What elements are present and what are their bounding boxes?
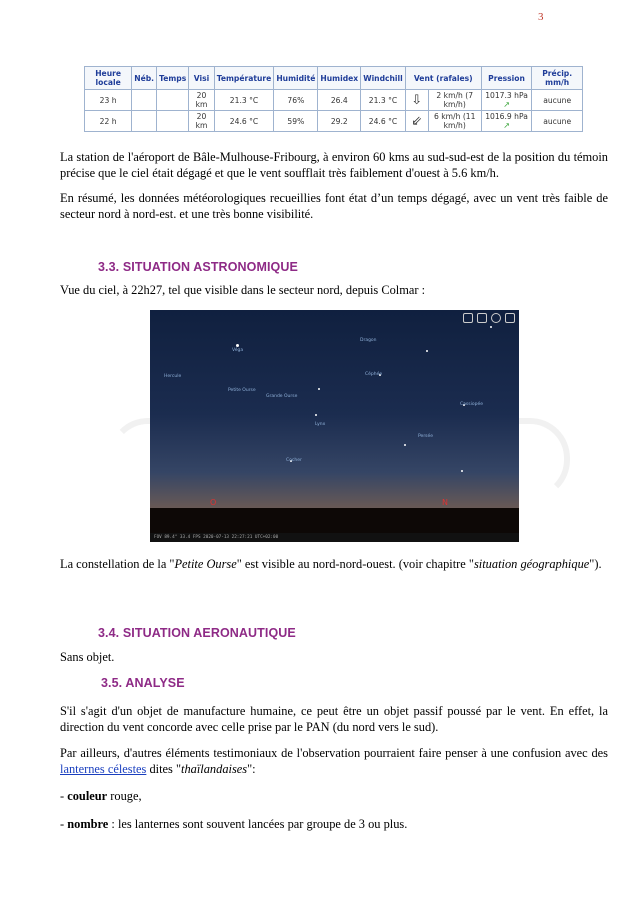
col-temperature: Température	[214, 67, 274, 90]
star	[490, 326, 492, 328]
text: ":	[247, 762, 256, 776]
list-item-nombre	[60, 816, 608, 832]
sky-label: Persée	[418, 434, 434, 439]
col-pression: Pression	[481, 67, 532, 90]
cell-visi: 20 km	[189, 90, 214, 111]
col-humidex: Humidex	[318, 67, 361, 90]
star	[315, 414, 317, 416]
sky-label: Lynx	[315, 422, 326, 427]
col-windchill: Windchill	[361, 67, 406, 90]
sky-label: Céphée	[365, 372, 383, 377]
trend-up-icon: ↗	[503, 121, 510, 130]
text: -	[60, 789, 68, 803]
sky-label: Véga	[232, 348, 244, 353]
paragraph-resume: En résumé, les données météorologiques recueillies font état d’un temps dégagé, avec un vent très faible de secteur nord à nord-est. et une très bonne visibilité.	[60, 191, 608, 221]
cardinal-n: N	[442, 498, 448, 507]
sky-label: Cassiopée	[460, 402, 483, 407]
cell-windchill: 21.3 °C	[361, 90, 406, 111]
cell-hum: 76%	[274, 90, 318, 111]
text-bold: nombre	[67, 817, 109, 831]
table-row	[85, 111, 583, 132]
cell-humidex: 26.4	[318, 90, 361, 111]
sky-screenshot	[150, 310, 519, 542]
col-heure: Heure locale	[85, 67, 132, 90]
section-title-aero: 3.4. SITUATION AERONAUTIQUE	[98, 626, 296, 640]
zoom-icon	[463, 313, 473, 323]
col-vent: Vent (rafales)	[405, 67, 481, 90]
paragraph-sans-objet: Sans objet.	[60, 650, 115, 664]
col-humidite: Humidité	[274, 67, 318, 90]
star	[318, 388, 320, 390]
cell-temps	[157, 111, 189, 132]
window-icon	[477, 313, 487, 323]
col-precip: Précip. mm/h	[532, 67, 583, 90]
text: ").	[589, 557, 602, 571]
paragraph-constellation	[60, 556, 608, 572]
text: -	[60, 817, 68, 831]
cell-temp: 21.3 °C	[214, 90, 274, 111]
cell-precip: aucune	[532, 90, 583, 111]
star	[236, 344, 239, 347]
text: " est visible au nord-nord-ouest. (voir chapitre "	[236, 557, 474, 571]
wind-direction-icon: ⇙	[405, 111, 428, 132]
cell-visi: 20 km	[189, 111, 214, 132]
cell-pression	[481, 111, 532, 132]
text: La constellation de la "	[60, 557, 175, 571]
cell-temps	[157, 90, 189, 111]
text: dites "	[146, 762, 182, 776]
cell-hum: 59%	[274, 111, 318, 132]
cell-temp: 24.6 °C	[214, 111, 274, 132]
star	[461, 470, 463, 472]
weather-table-header	[85, 67, 583, 90]
cell-heure: 23 h	[85, 90, 132, 111]
text-italic: Petite Ourse	[174, 557, 237, 571]
page-number: 3	[538, 11, 544, 23]
sky-label: Petite Ourse	[228, 388, 256, 393]
cell-windchill: 24.6 °C	[361, 111, 406, 132]
text: Par ailleurs, d'autres éléments testimoniaux de l'observation pourraient faire penser à une confusion avec des	[60, 746, 608, 760]
section-title-astro: 3.3. SITUATION ASTRONOMIQUE	[98, 260, 298, 274]
weather-table	[84, 66, 583, 132]
lanternes-celestes-link[interactable]: lanternes célestes	[60, 762, 147, 776]
sky-label: Dragon	[360, 338, 377, 343]
list-item-couleur	[60, 788, 608, 804]
sky-label: Cocher	[286, 458, 302, 463]
sky-label: Hercule	[164, 374, 182, 379]
trend-up-icon: ↗	[503, 100, 510, 109]
paragraph-station: La station de l'aéroport de Bâle-Mulhouse-Fribourg, à environ 60 kms au sud-sud-est de la position du témoin précise que le ciel était dégagé et que le vent soufflait très faiblement d'ouest à 5.6 km/h.	[60, 150, 608, 180]
pression-value: 1017.3 hPa	[485, 91, 528, 100]
table-row	[85, 90, 583, 111]
cell-neb	[132, 111, 157, 132]
star	[426, 350, 428, 352]
cell-heure: 22 h	[85, 111, 132, 132]
star	[404, 444, 406, 446]
section-title-analyse: 3.5. ANALYSE	[101, 676, 185, 690]
wind-direction-icon: ⇩	[405, 90, 428, 111]
text: : les lanternes sont souvent lancées par groupe de 3 ou plus.	[108, 817, 408, 831]
cell-neb	[132, 90, 157, 111]
col-visi: Visi	[189, 67, 214, 90]
fullscreen-icon	[505, 313, 515, 323]
text: rouge,	[107, 789, 142, 803]
sky-label: Grande Ourse	[266, 394, 298, 399]
paragraph-vue: Vue du ciel, à 22h27, tel que visible dans le secteur nord, depuis Colmar :	[60, 283, 426, 297]
text-italic: thaïlandaises	[181, 762, 248, 776]
col-neb: Néb.	[132, 67, 157, 90]
cell-pression	[481, 90, 532, 111]
text-bold: couleur	[67, 789, 108, 803]
status-bar: FOV 89.4° 33.4 FPS 2020-07-13 22:27:21 UTC+02:00	[150, 533, 519, 542]
text-italic: situation géographique	[473, 557, 590, 571]
cardinal-o: O	[210, 498, 217, 507]
cell-precip: aucune	[532, 111, 583, 132]
col-temps: Temps	[157, 67, 189, 90]
cell-humidex: 29.2	[318, 111, 361, 132]
paragraph-analyse-1: S'il s'agit d'un objet de manufacture humaine, ce peut être un objet passif poussé par le vent. En effet, la direction du vent concorde avec celle prise par le PAN (du nord vers le sud).	[60, 704, 608, 734]
cell-vent: 2 km/h (7 km/h)	[428, 90, 481, 111]
pression-value: 1016.9 hPa	[485, 112, 528, 121]
paragraph-analyse-2	[60, 745, 608, 777]
target-icon	[491, 313, 501, 323]
cell-vent: 6 km/h (11 km/h)	[428, 111, 481, 132]
